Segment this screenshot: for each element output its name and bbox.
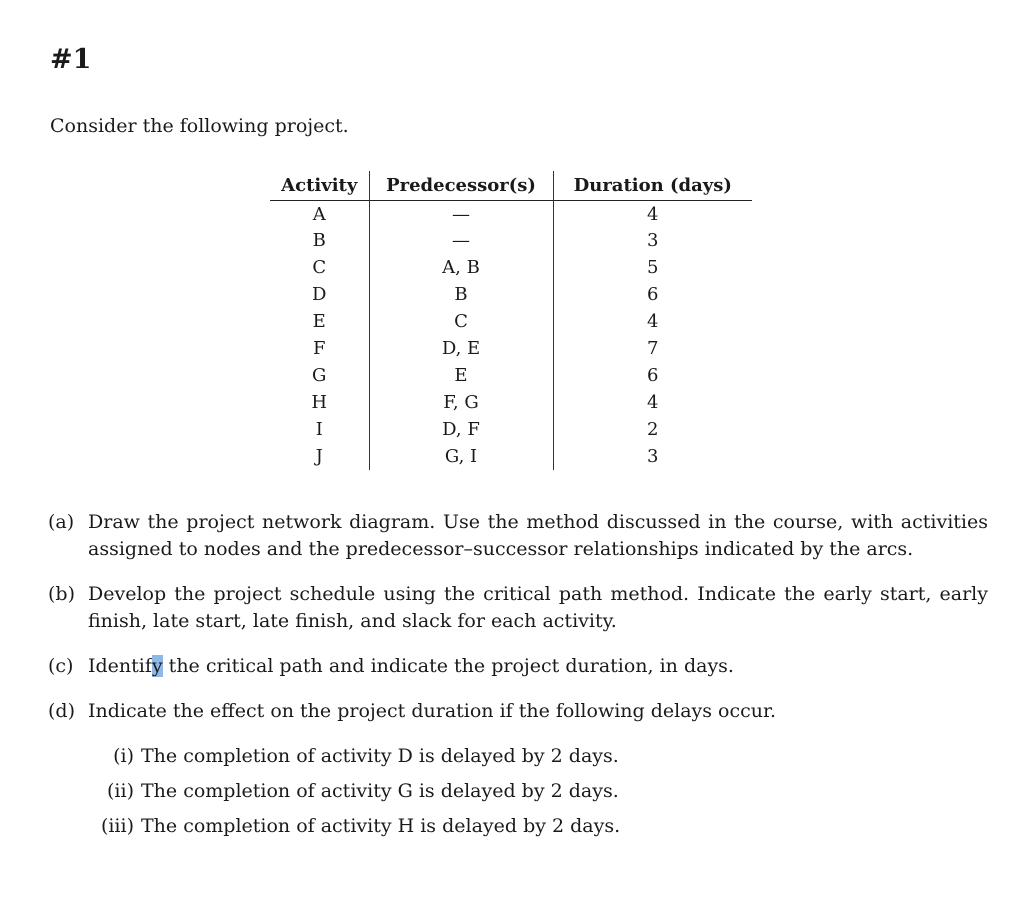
text-selection-highlight: y xyxy=(151,655,163,677)
cell-duration: 5 xyxy=(647,257,659,278)
part-c-text-before: Identif xyxy=(88,655,152,677)
cell-predecessors: A, B xyxy=(369,254,553,281)
part-c-text-after: the critical path and indicate the project duration, in days. xyxy=(162,655,734,677)
table-row xyxy=(270,281,752,308)
cell-duration: 6 xyxy=(647,284,659,305)
cell-activity: E xyxy=(270,308,369,335)
part-d-subitem xyxy=(94,778,619,805)
cell-activity: F xyxy=(270,335,369,362)
part-d xyxy=(48,698,988,725)
header-duration: Duration (days) xyxy=(553,171,752,200)
part-d-subitem xyxy=(94,743,619,770)
part-c-text xyxy=(88,653,988,680)
cell-activity: J xyxy=(270,443,369,470)
cell-predecessors: B xyxy=(369,281,553,308)
part-a-text: Draw the project network diagram. Use the method discussed in the course, with activities assigned to nodes and the predecessor–successor relationships indicated by the arcs. xyxy=(88,511,988,560)
subitem-text: The completion of activity H is delayed by 2 days. xyxy=(141,815,621,837)
table-row xyxy=(270,200,752,227)
cell-predecessors: D, E xyxy=(369,335,553,362)
header-predecessors: Predecessor(s) xyxy=(369,171,553,200)
cell-predecessors: D, F xyxy=(369,416,553,443)
cell-predecessors: G, I xyxy=(369,443,553,470)
part-a xyxy=(48,509,988,563)
cell-duration: 3 xyxy=(647,446,659,467)
part-a-label: (a) xyxy=(48,511,75,533)
subitem-text: The completion of activity G is delayed by 2 days. xyxy=(141,780,619,802)
cell-duration: 4 xyxy=(647,311,659,332)
header-activity: Activity xyxy=(270,171,369,200)
cell-activity: B xyxy=(270,227,369,254)
cell-activity: D xyxy=(270,281,369,308)
cell-duration: 4 xyxy=(647,204,659,226)
cell-duration: 2 xyxy=(647,419,659,440)
intro-text: Consider the following project. xyxy=(50,115,349,137)
part-b-text: Develop the project schedule using the critical path method. Indicate the early start, early finish, late start, late finish, and slack for each activity. xyxy=(88,583,988,632)
part-b-label: (b) xyxy=(48,583,75,605)
subitem-label: (i) xyxy=(113,745,134,767)
cell-duration: 6 xyxy=(647,365,659,386)
cell-predecessors: F, G xyxy=(369,389,553,416)
table-row xyxy=(270,443,752,470)
cell-duration: 7 xyxy=(647,338,659,359)
subitem-text: The completion of activity D is delayed by 2 days. xyxy=(141,745,619,767)
part-c-label: (c) xyxy=(48,655,74,677)
cell-activity: I xyxy=(270,416,369,443)
cell-predecessors: — xyxy=(369,227,553,254)
part-d-label: (d) xyxy=(48,700,75,722)
table-header-row xyxy=(270,171,752,200)
subitem-label: (ii) xyxy=(107,780,134,802)
part-d-text: Indicate the effect on the project duration if the following delays occur. xyxy=(88,700,777,722)
subitem-label: (iii) xyxy=(100,815,134,837)
table-row xyxy=(270,254,752,281)
table-row xyxy=(270,389,752,416)
cell-duration: 4 xyxy=(647,392,659,413)
problem-heading: #1 xyxy=(50,44,92,75)
part-d-subitem xyxy=(94,813,620,840)
project-table xyxy=(270,171,752,470)
cell-predecessors: E xyxy=(369,362,553,389)
table-row xyxy=(270,362,752,389)
part-c xyxy=(48,653,988,680)
table-row xyxy=(270,416,752,443)
cell-activity: A xyxy=(270,200,369,227)
cell-duration: 3 xyxy=(647,230,659,251)
cell-activity: C xyxy=(270,254,369,281)
cell-activity: H xyxy=(270,389,369,416)
part-b xyxy=(48,581,988,635)
table-row xyxy=(270,335,752,362)
table-row xyxy=(270,227,752,254)
cell-activity: G xyxy=(270,362,369,389)
cell-predecessors: — xyxy=(369,200,553,227)
cell-predecessors: C xyxy=(369,308,553,335)
table-row xyxy=(270,308,752,335)
